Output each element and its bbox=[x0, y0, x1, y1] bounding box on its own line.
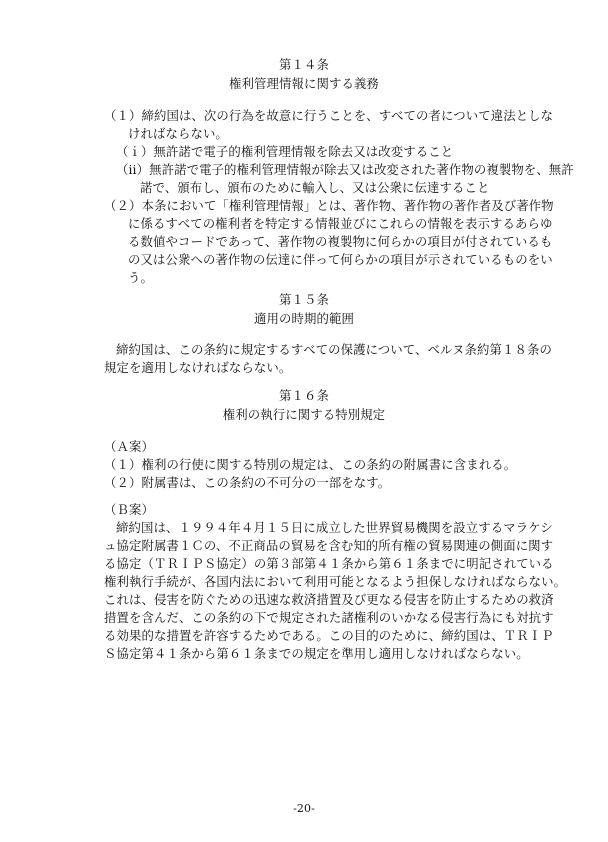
article-15-number: 第１５条 bbox=[279, 292, 329, 307]
article-14-item-ii-cont: 諾で、頒布し、頒布のために輸入し、又は公衆に伝達すること bbox=[140, 180, 490, 195]
article-15-body: 締約国は、この条約に規定するすべての保護について、ベルヌ条約第１８条の bbox=[116, 342, 552, 357]
article-14-paragraph-1: （１）締約国は、次の行為を故意に行うことを、すべての者について違法としな bbox=[104, 108, 554, 123]
article-14-item-ii: （ii）無許諾で電子的権利管理情報が除去又は改変された著作物の複製物を、無許 bbox=[116, 162, 574, 177]
article-14-number: 第１４条 bbox=[279, 57, 329, 72]
article-14-paragraph-2: （２）本条において「権利管理情報」とは、著作物、著作物の著作者及び著作物 bbox=[104, 198, 554, 213]
article-16-option-b-line-7: る効果的な措置を許容するためである。この目的のために、締約国は、ＴＲＩＰ bbox=[104, 628, 554, 643]
article-16-option-b-line-4: 権利執行手続が、各国内法において利用可能となるよう担保しなければならない。 bbox=[104, 574, 567, 589]
article-16-option-a-item-1: （１）権利の行使に関する特別の規定は、この条約の附属書に含まれる。 bbox=[104, 457, 517, 472]
article-16-option-b-line-2: ュ協定附属書１Ｃの、不正商品の貿易を含む知的所有権の貿易関連の側面に関す bbox=[104, 538, 554, 553]
article-14-paragraph-2-cont-3: の又は公衆への著作物の伝達に伴って何らかの項目が示されているものをい bbox=[128, 252, 553, 267]
article-16-option-b-line-6: 措置を含んだ、この条約の下で規定された諸権利のいかなる侵害行為にも対抗す bbox=[104, 610, 554, 625]
article-14-title: 権利管理情報に関する義務 bbox=[229, 76, 379, 91]
article-14-item-i: （ｉ）無許諾で電子的権利管理情報を除去又は改変すること bbox=[116, 144, 454, 159]
article-15-body-cont: 規定を適用しなければならない。 bbox=[104, 360, 292, 375]
article-14-paragraph-2-cont-1: に係るすべての権利者を特定する情報並びにこれらの情報を表示するあらゆ bbox=[128, 216, 553, 231]
article-16-title: 権利の執行に関する特別規定 bbox=[222, 407, 386, 422]
page-number: -20- bbox=[293, 802, 315, 815]
article-16-option-b-line-3: る協定（ＴＲＩＰＳ協定）の第３部第４１条から第６１条までに明記されている bbox=[104, 556, 554, 571]
article-14-paragraph-2-cont-4: う。 bbox=[128, 270, 153, 285]
article-15-title: 適用の時期的範囲 bbox=[254, 311, 354, 326]
article-16-option-b-line-1: 締約国は、１９９４年４月１５日に成立した世界貿易機関を設立するマラケシ bbox=[116, 520, 553, 535]
article-16-option-b-line-8: Ｓ協定第４１条から第６１条までの規定を準用し適用しなければならない。 bbox=[104, 646, 529, 661]
article-16-number: 第１６条 bbox=[279, 388, 329, 403]
article-14-paragraph-1-cont: ければならない。 bbox=[128, 126, 228, 141]
article-14-paragraph-2-cont-2: る数値やコードであって、著作物の複製物に何らかの項目が付されているも bbox=[128, 234, 553, 249]
article-16-option-a: （Ａ案） bbox=[104, 439, 154, 454]
article-16-option-b-line-5: これは、侵害を防ぐための迅速な救済措置及び更なる侵害を防止するための救済 bbox=[104, 592, 554, 607]
article-16-option-a-item-2: （２）附属書は、この条約の不可分の一部をなす。 bbox=[104, 475, 391, 490]
article-16-option-b: （Ｂ案） bbox=[104, 502, 154, 517]
